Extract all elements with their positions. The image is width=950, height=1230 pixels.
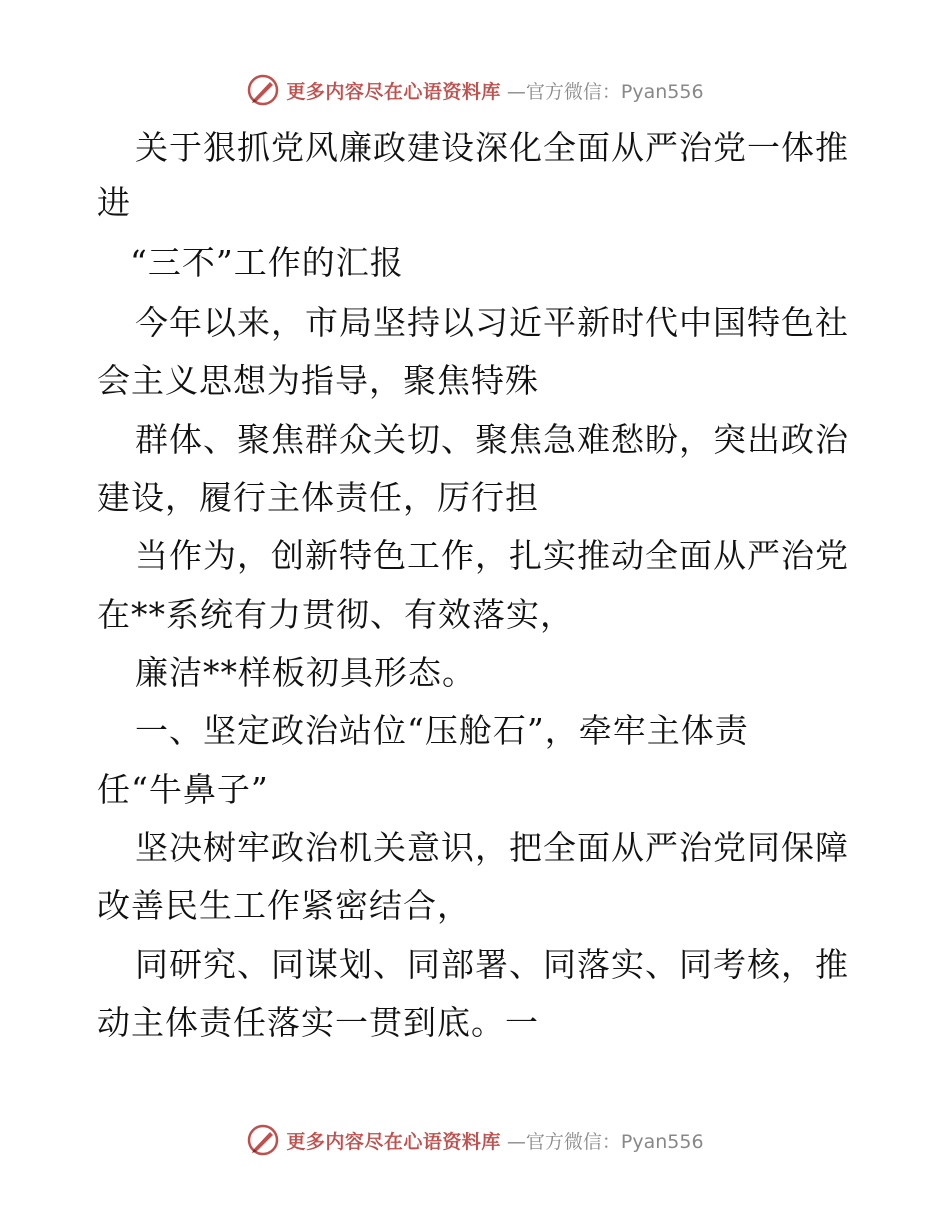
watermark-contact: —官方微信：Pyan556 xyxy=(506,80,704,103)
section-heading-line-2: 任“牛鼻子” xyxy=(97,770,269,809)
footer-watermark xyxy=(0,1120,950,1160)
body-line-8: 坚决树牢政治机关意识，把全面从严治党同保障 xyxy=(135,828,849,867)
watermark-title: 更多内容尽在心语资料库 xyxy=(286,80,501,103)
watermark-contact: —官方微信：Pyan556 xyxy=(506,1130,704,1153)
body-line-1: 今年以来，市局坚持以习近平新时代中国特色社 xyxy=(135,303,849,342)
body-line-11: 动主体责任落实一贯到底。一 xyxy=(97,1003,539,1042)
title-line-1: 关于狠抓党风廉政建设深化全面从严治党一体推 xyxy=(135,128,849,167)
watermark-title: 更多内容尽在心语资料库 xyxy=(286,1130,501,1153)
title-line-2: 进 xyxy=(97,183,131,222)
body-line-3: 群体、聚焦群众关切、聚焦急难愁盼，突出政治 xyxy=(135,420,849,459)
header-watermark xyxy=(0,70,950,110)
pen-logo-icon xyxy=(246,73,280,107)
title-line-3: “三不”工作的汇报 xyxy=(130,243,404,282)
body-line-2: 会主义思想为指导，聚焦特殊 xyxy=(97,361,539,400)
body-line-4: 建设，履行主体责任，厉行担 xyxy=(97,478,539,517)
body-line-9: 改善民生工作紧密结合， xyxy=(97,886,471,925)
body-line-7: 廉洁**样板初具形态。 xyxy=(135,653,476,692)
body-line-6: 在**系统有力贯彻、有效落实， xyxy=(97,595,574,634)
section-heading-line-1: 一、坚定政治站位“压舱石”，牵牢主体责 xyxy=(135,711,749,750)
body-line-5: 当作为，创新特色工作，扎实推动全面从严治党 xyxy=(135,536,849,575)
pen-logo-icon xyxy=(246,1123,280,1157)
body-line-10: 同研究、同谋划、同部署、同落实、同考核，推 xyxy=(135,945,849,984)
